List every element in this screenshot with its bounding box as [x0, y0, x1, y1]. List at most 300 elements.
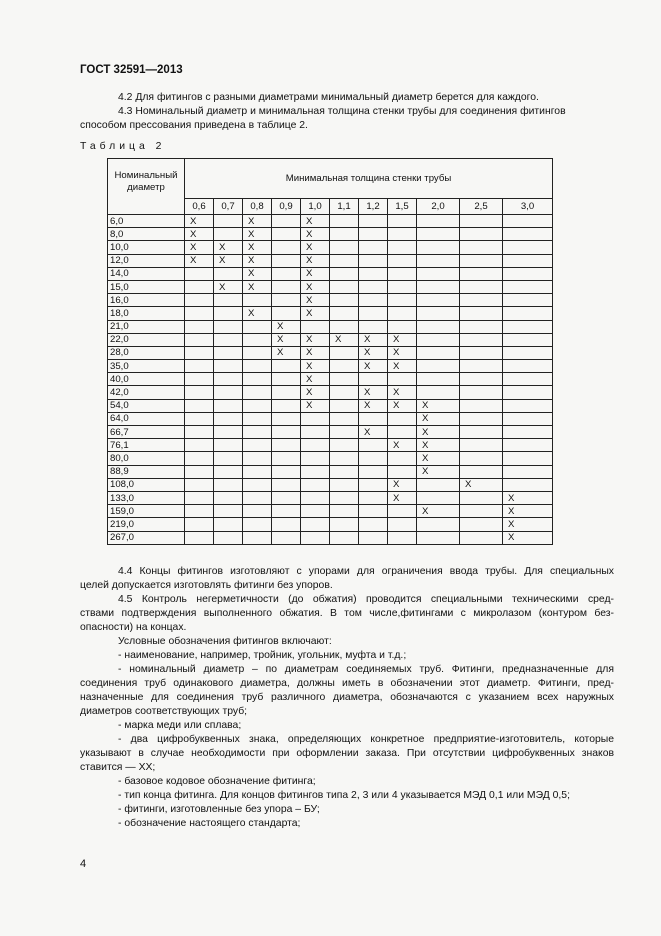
diameter-cell: 88,9 — [108, 465, 185, 478]
empty-cell — [185, 280, 214, 293]
empty-cell — [359, 373, 388, 386]
empty-cell — [359, 505, 388, 518]
table-row — [108, 452, 553, 465]
empty-cell — [503, 294, 553, 307]
empty-cell — [359, 452, 388, 465]
empty-cell — [503, 280, 553, 293]
table-row — [108, 478, 553, 491]
empty-cell — [460, 346, 503, 359]
mark-cell: X — [388, 346, 417, 359]
empty-cell — [460, 360, 503, 373]
empty-cell — [460, 215, 503, 228]
empty-cell — [301, 452, 330, 465]
empty-cell — [460, 465, 503, 478]
empty-cell — [243, 346, 272, 359]
empty-cell — [460, 426, 503, 439]
mark-cell: X — [388, 491, 417, 504]
empty-cell — [330, 399, 359, 412]
empty-cell — [214, 346, 243, 359]
thickness-col-header: 3,0 — [503, 199, 553, 215]
text-line: - марка меди или сплава; — [118, 720, 242, 731]
empty-cell — [185, 294, 214, 307]
empty-cell — [243, 294, 272, 307]
empty-cell — [503, 254, 553, 267]
empty-cell — [185, 333, 214, 346]
text-line: соединения труб одинакового диаметра, должны иметь в обозначении этот диаметр. Фитинги, пред- — [80, 678, 614, 689]
empty-cell — [460, 280, 503, 293]
empty-cell — [330, 478, 359, 491]
empty-cell — [214, 399, 243, 412]
empty-cell — [185, 399, 214, 412]
empty-cell — [301, 465, 330, 478]
diameter-cell: 15,0 — [108, 280, 185, 293]
thickness-col-header: 0,6 — [185, 199, 214, 215]
mark-cell: X — [503, 505, 553, 518]
mark-cell: X — [301, 399, 330, 412]
empty-cell — [417, 267, 460, 280]
empty-cell — [301, 478, 330, 491]
mark-cell: X — [388, 333, 417, 346]
empty-cell — [503, 267, 553, 280]
empty-cell — [388, 294, 417, 307]
empty-cell — [417, 373, 460, 386]
mark-cell: X — [301, 294, 330, 307]
mark-cell: X — [388, 360, 417, 373]
col-header-diameter: Номинальный диаметр — [108, 159, 185, 215]
empty-cell — [185, 491, 214, 504]
empty-cell — [272, 478, 301, 491]
mark-cell: X — [243, 228, 272, 241]
empty-cell — [214, 426, 243, 439]
mark-cell: X — [301, 215, 330, 228]
empty-cell — [301, 531, 330, 544]
table-row — [108, 373, 553, 386]
empty-cell — [272, 452, 301, 465]
empty-cell — [359, 412, 388, 425]
empty-cell — [388, 412, 417, 425]
empty-cell — [503, 346, 553, 359]
empty-cell — [243, 505, 272, 518]
empty-cell — [214, 452, 243, 465]
table-row — [108, 228, 553, 241]
text-line: способом прессования приведена в таблице 2. — [80, 120, 308, 131]
diameter-cell: 66,7 — [108, 426, 185, 439]
text-line: 4.5 Контроль негерметичности (до обжатия) проводится специальными техническими сред- — [118, 594, 614, 605]
empty-cell — [272, 307, 301, 320]
empty-cell — [214, 307, 243, 320]
empty-cell — [503, 386, 553, 399]
empty-cell — [503, 412, 553, 425]
diameter-cell: 76,1 — [108, 439, 185, 452]
empty-cell — [417, 346, 460, 359]
empty-cell — [330, 531, 359, 544]
mark-cell: X — [185, 241, 214, 254]
empty-cell — [214, 294, 243, 307]
empty-cell — [330, 267, 359, 280]
mark-cell: X — [417, 412, 460, 425]
empty-cell — [301, 412, 330, 425]
diameter-cell: 12,0 — [108, 254, 185, 267]
mark-cell: X — [330, 333, 359, 346]
mark-cell: X — [359, 386, 388, 399]
mark-cell: X — [185, 215, 214, 228]
text-line: - тип конца фитинга. Для концов фитингов типа 2, 3 или 4 указывается МЭД 0,1 или МЭД 0,5; — [118, 790, 570, 801]
mark-cell: X — [359, 346, 388, 359]
diameter-cell: 14,0 — [108, 267, 185, 280]
empty-cell — [185, 307, 214, 320]
empty-cell — [503, 320, 553, 333]
empty-cell — [185, 518, 214, 531]
mark-cell: X — [301, 228, 330, 241]
empty-cell — [359, 531, 388, 544]
mark-cell: X — [388, 478, 417, 491]
empty-cell — [330, 320, 359, 333]
mark-cell: X — [243, 241, 272, 254]
table-row — [108, 215, 553, 228]
empty-cell — [388, 452, 417, 465]
empty-cell — [243, 465, 272, 478]
mark-cell: X — [301, 241, 330, 254]
empty-cell — [417, 294, 460, 307]
empty-cell — [417, 478, 460, 491]
mark-cell: X — [243, 267, 272, 280]
empty-cell — [503, 228, 553, 241]
mark-cell: X — [417, 505, 460, 518]
mark-cell: X — [301, 360, 330, 373]
empty-cell — [330, 254, 359, 267]
empty-cell — [359, 280, 388, 293]
text-line: опасности) на концах. — [80, 622, 187, 633]
empty-cell — [330, 452, 359, 465]
empty-cell — [388, 228, 417, 241]
empty-cell — [243, 491, 272, 504]
empty-cell — [330, 215, 359, 228]
empty-cell — [272, 228, 301, 241]
table-row — [108, 333, 553, 346]
thickness-col-header: 1,2 — [359, 199, 388, 215]
empty-cell — [503, 426, 553, 439]
mark-cell: X — [503, 518, 553, 531]
text-line: целей допускается изготовлять фитинги без упоров. — [80, 580, 333, 591]
empty-cell — [460, 373, 503, 386]
empty-cell — [243, 373, 272, 386]
text-line: - базовое кодовое обозначение фитинга; — [118, 776, 316, 787]
empty-cell — [417, 531, 460, 544]
empty-cell — [214, 491, 243, 504]
diameter-cell: 40,0 — [108, 373, 185, 386]
table-row — [108, 531, 553, 544]
empty-cell — [272, 280, 301, 293]
mark-cell: X — [417, 452, 460, 465]
empty-cell — [243, 452, 272, 465]
empty-cell — [272, 267, 301, 280]
text-line: - обозначение настоящего стандарта; — [118, 818, 301, 829]
empty-cell — [243, 360, 272, 373]
empty-cell — [243, 426, 272, 439]
empty-cell — [214, 505, 243, 518]
text-line: 4.4 Концы фитингов изготовляют с упорами для ограничения ввода трубы. Для специальных — [118, 566, 614, 577]
mark-cell: X — [503, 531, 553, 544]
empty-cell — [214, 267, 243, 280]
mark-cell: X — [301, 280, 330, 293]
empty-cell — [301, 320, 330, 333]
empty-cell — [185, 412, 214, 425]
thickness-col-header: 1,1 — [330, 199, 359, 215]
empty-cell — [460, 505, 503, 518]
mark-cell: X — [301, 346, 330, 359]
empty-cell — [460, 267, 503, 280]
page-number: 4 — [80, 858, 87, 870]
empty-cell — [214, 478, 243, 491]
text-line: указывают в случае необходимости при оформлении заказа. При отсутствии цифробуквенных знаков — [80, 748, 614, 759]
text-line: - наименование, например, тройник, угольник, муфта и т.д.; — [118, 650, 407, 661]
empty-cell — [272, 465, 301, 478]
standard-header: ГОСТ 32591—2013 — [80, 64, 183, 76]
mark-cell: X — [359, 360, 388, 373]
empty-cell — [359, 307, 388, 320]
empty-cell — [243, 399, 272, 412]
empty-cell — [359, 478, 388, 491]
table-row — [108, 267, 553, 280]
empty-cell — [460, 320, 503, 333]
empty-cell — [417, 228, 460, 241]
diameter-thickness-table — [107, 158, 553, 545]
empty-cell — [417, 215, 460, 228]
mark-cell: X — [185, 254, 214, 267]
diameter-cell: 16,0 — [108, 294, 185, 307]
diameter-cell: 267,0 — [108, 531, 185, 544]
empty-cell — [417, 280, 460, 293]
empty-cell — [330, 465, 359, 478]
table-row — [108, 491, 553, 504]
empty-cell — [272, 399, 301, 412]
empty-cell — [214, 439, 243, 452]
empty-cell — [388, 307, 417, 320]
empty-cell — [185, 531, 214, 544]
empty-cell — [359, 254, 388, 267]
empty-cell — [417, 307, 460, 320]
diameter-cell: 28,0 — [108, 346, 185, 359]
empty-cell — [330, 373, 359, 386]
thickness-col-header: 2,5 — [460, 199, 503, 215]
text-line: - два цифробуквенных знака, определяющих конкретное предприятие-изготовитель, которые — [118, 734, 614, 745]
mark-cell: X — [359, 333, 388, 346]
mark-cell: X — [272, 333, 301, 346]
empty-cell — [214, 531, 243, 544]
empty-cell — [272, 412, 301, 425]
mark-cell: X — [417, 439, 460, 452]
empty-cell — [388, 465, 417, 478]
empty-cell — [330, 412, 359, 425]
empty-cell — [460, 412, 503, 425]
text-line: 4.3 Номинальный диаметр и минимальная толщина стенки трубы для соединения фитингов — [118, 106, 566, 117]
empty-cell — [388, 320, 417, 333]
empty-cell — [272, 360, 301, 373]
empty-cell — [272, 386, 301, 399]
empty-cell — [388, 373, 417, 386]
empty-cell — [388, 267, 417, 280]
text-line: ставится — XX; — [80, 762, 156, 773]
empty-cell — [185, 505, 214, 518]
mark-cell: X — [503, 491, 553, 504]
empty-cell — [272, 215, 301, 228]
empty-cell — [214, 215, 243, 228]
empty-cell — [185, 465, 214, 478]
empty-cell — [503, 241, 553, 254]
empty-cell — [272, 491, 301, 504]
table-row — [108, 294, 553, 307]
empty-cell — [460, 518, 503, 531]
mark-cell: X — [301, 307, 330, 320]
empty-cell — [272, 373, 301, 386]
empty-cell — [330, 505, 359, 518]
col-header-wall: Минимальная толщина стенки трубы — [185, 159, 553, 199]
empty-cell — [388, 241, 417, 254]
mark-cell: X — [301, 267, 330, 280]
text-line: диаметров соответствующих труб; — [80, 706, 248, 717]
empty-cell — [460, 531, 503, 544]
table-row — [108, 426, 553, 439]
empty-cell — [272, 254, 301, 267]
empty-cell — [185, 373, 214, 386]
text-line: назначенные для соединения труб различного диаметра, обозначаются с указанием всех наружных — [80, 692, 614, 703]
empty-cell — [388, 254, 417, 267]
mark-cell: X — [388, 439, 417, 452]
empty-cell — [301, 505, 330, 518]
empty-cell — [243, 518, 272, 531]
mark-cell: X — [417, 399, 460, 412]
empty-cell — [301, 518, 330, 531]
table-row — [108, 505, 553, 518]
empty-cell — [214, 360, 243, 373]
empty-cell — [359, 215, 388, 228]
empty-cell — [185, 478, 214, 491]
mark-cell: X — [272, 346, 301, 359]
table-row — [108, 360, 553, 373]
table-row — [108, 439, 553, 452]
mark-cell: X — [417, 426, 460, 439]
mark-cell: X — [301, 254, 330, 267]
diameter-cell: 64,0 — [108, 412, 185, 425]
empty-cell — [460, 228, 503, 241]
diameter-cell: 133,0 — [108, 491, 185, 504]
empty-cell — [330, 491, 359, 504]
empty-cell — [388, 518, 417, 531]
mark-cell: X — [359, 399, 388, 412]
empty-cell — [388, 531, 417, 544]
empty-cell — [214, 412, 243, 425]
empty-cell — [185, 360, 214, 373]
empty-cell — [460, 294, 503, 307]
empty-cell — [359, 439, 388, 452]
empty-cell — [214, 320, 243, 333]
mark-cell: X — [301, 386, 330, 399]
empty-cell — [330, 307, 359, 320]
empty-cell — [460, 254, 503, 267]
empty-cell — [330, 294, 359, 307]
empty-cell — [185, 452, 214, 465]
empty-cell — [503, 360, 553, 373]
table-caption: Таблица 2 — [80, 141, 166, 152]
empty-cell — [359, 465, 388, 478]
empty-cell — [503, 373, 553, 386]
empty-cell — [272, 505, 301, 518]
table-row — [108, 518, 553, 531]
diameter-cell: 18,0 — [108, 307, 185, 320]
empty-cell — [503, 439, 553, 452]
mark-cell: X — [214, 280, 243, 293]
table-row — [108, 399, 553, 412]
empty-cell — [330, 386, 359, 399]
mark-cell: X — [185, 228, 214, 241]
empty-cell — [417, 320, 460, 333]
mark-cell: X — [359, 426, 388, 439]
empty-cell — [301, 491, 330, 504]
thickness-col-header: 1,5 — [388, 199, 417, 215]
empty-cell — [301, 426, 330, 439]
empty-cell — [272, 241, 301, 254]
empty-cell — [388, 505, 417, 518]
empty-cell — [243, 386, 272, 399]
empty-cell — [243, 531, 272, 544]
mark-cell: X — [417, 465, 460, 478]
diameter-cell: 80,0 — [108, 452, 185, 465]
mark-cell: X — [301, 373, 330, 386]
thickness-col-header: 1,0 — [301, 199, 330, 215]
empty-cell — [503, 307, 553, 320]
empty-cell — [330, 426, 359, 439]
empty-cell — [243, 412, 272, 425]
empty-cell — [503, 452, 553, 465]
empty-cell — [460, 452, 503, 465]
empty-cell — [503, 478, 553, 491]
empty-cell — [272, 531, 301, 544]
empty-cell — [214, 228, 243, 241]
empty-cell — [330, 280, 359, 293]
empty-cell — [272, 294, 301, 307]
table-row — [108, 386, 553, 399]
empty-cell — [330, 518, 359, 531]
mark-cell: X — [243, 307, 272, 320]
text-line: Условные обозначения фитингов включают: — [118, 636, 332, 647]
mark-cell: X — [243, 280, 272, 293]
empty-cell — [330, 360, 359, 373]
table-row — [108, 307, 553, 320]
table-row — [108, 346, 553, 359]
empty-cell — [460, 386, 503, 399]
empty-cell — [417, 491, 460, 504]
empty-cell — [503, 215, 553, 228]
empty-cell — [460, 333, 503, 346]
diameter-cell: 42,0 — [108, 386, 185, 399]
thickness-col-header: 0,8 — [243, 199, 272, 215]
empty-cell — [417, 333, 460, 346]
empty-cell — [243, 478, 272, 491]
mark-cell: X — [243, 254, 272, 267]
empty-cell — [185, 386, 214, 399]
empty-cell — [503, 333, 553, 346]
diameter-cell: 35,0 — [108, 360, 185, 373]
empty-cell — [359, 491, 388, 504]
empty-cell — [301, 439, 330, 452]
empty-cell — [359, 294, 388, 307]
mark-cell: X — [214, 254, 243, 267]
empty-cell — [185, 320, 214, 333]
empty-cell — [272, 518, 301, 531]
empty-cell — [359, 320, 388, 333]
empty-cell — [330, 439, 359, 452]
thickness-col-header: 0,9 — [272, 199, 301, 215]
